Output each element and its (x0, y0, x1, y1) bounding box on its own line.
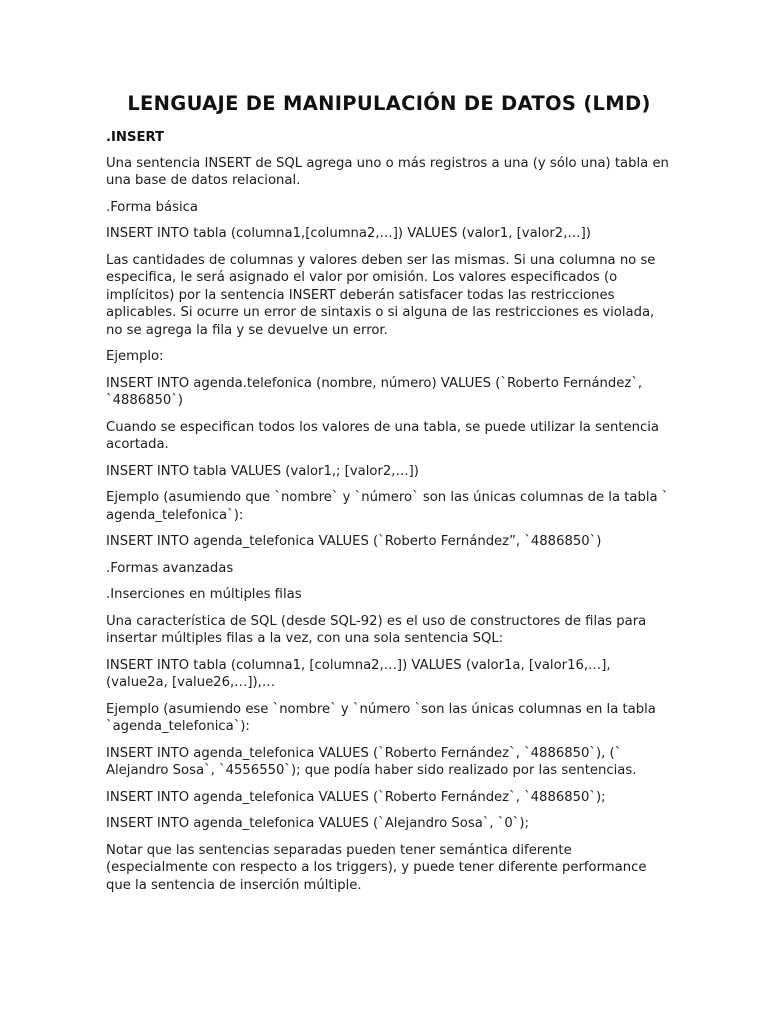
paragraph-multi-row-syntax: INSERT INTO tabla (columna1, [columna2,…]) VALUES (valor1a, [valor16,…], (value2a, [value26,…]),… (106, 657, 611, 690)
paragraph-intro: Una sentencia INSERT de SQL agrega uno o más registros a una (y sólo una) tabla en una base de datos relacional. (106, 155, 669, 188)
paragraph-short-syntax: INSERT INTO tabla VALUES (valor1,; [valor2,…]) (106, 463, 419, 479)
paragraph-multi-row-heading: .Inserciones en múltiples filas (106, 587, 302, 602)
paragraph-example-2: INSERT INTO agenda_telefonica VALUES (`Roberto Fernández”, `4886850`) (106, 534, 602, 549)
paragraph-basic-syntax: INSERT INTO tabla (columna1,[columna2,…]) VALUES (valor1, [valor2,…]) (106, 226, 591, 241)
paragraph-separate-insert-2: INSERT INTO agenda_telefonica VALUES (`Alejandro Sosa`, `0`); (106, 816, 529, 831)
paragraph-example-3-intro: Ejemplo (asumiendo ese `nombre` y `número `son las únicas columnas en la tabla `agenda_telefonica`): (106, 701, 656, 734)
document-title: LENGUAJE DE MANIPULACIÓN DE DATOS (LMD) (127, 92, 651, 115)
paragraph-example-2-intro: Ejemplo (asumiendo que `nombre` y `número` son las únicas columnas de la tabla ` agenda_telefonica`): (106, 490, 669, 523)
paragraph-example-3: INSERT INTO agenda_telefonica VALUES (`Roberto Fernández`, `4886850`), (` Alejandro Sosa`, `4556550`); que podía haber sido realizado por las sentencias. (106, 745, 637, 778)
paragraph-rules: Las cantidades de columnas y valores deben ser las mismas. Si una columna no se especifica, le será asignado el valor por omisión. Los valores especificados (o implícitos) por la sentencia INSERT deberán satisfacer todas las restricciones aplicables. Si ocurre un error de sintaxis o si alguna de las restricciones es violada, no se agrega la fila y se devuelve un error. (106, 252, 656, 338)
paragraph-multi-row-intro: Una característica de SQL (desde SQL-92) es el uso de constructores de filas para insertar múltiples filas a la vez, con una sola sentencia SQL: (106, 613, 647, 646)
paragraph-short-form-intro: Cuando se especifican todos los valores de una tabla, se puede utilizar la sentencia acortada. (106, 419, 660, 452)
paragraph-separate-insert-1: INSERT INTO agenda_telefonica VALUES (`Roberto Fernández`, `4886850`); (106, 789, 606, 805)
paragraph-basic-form-heading: .Forma básica (106, 199, 199, 215)
paragraph-note: Notar que las sentencias separadas pueden tener semántica diferente (especialmente con respecto a los triggers), y puede tener diferente performance que la sentencia de inserción múltiple. (106, 842, 647, 893)
paragraph-example-label: Ejemplo: (106, 349, 164, 364)
paragraph-advanced-forms: .Formas avanzadas (106, 560, 234, 576)
section-heading-insert: .INSERT (106, 130, 165, 145)
paragraph-example-1: INSERT INTO agenda.telefonica (nombre, número) VALUES (`Roberto Fernández`, `4886850`) (106, 375, 643, 408)
